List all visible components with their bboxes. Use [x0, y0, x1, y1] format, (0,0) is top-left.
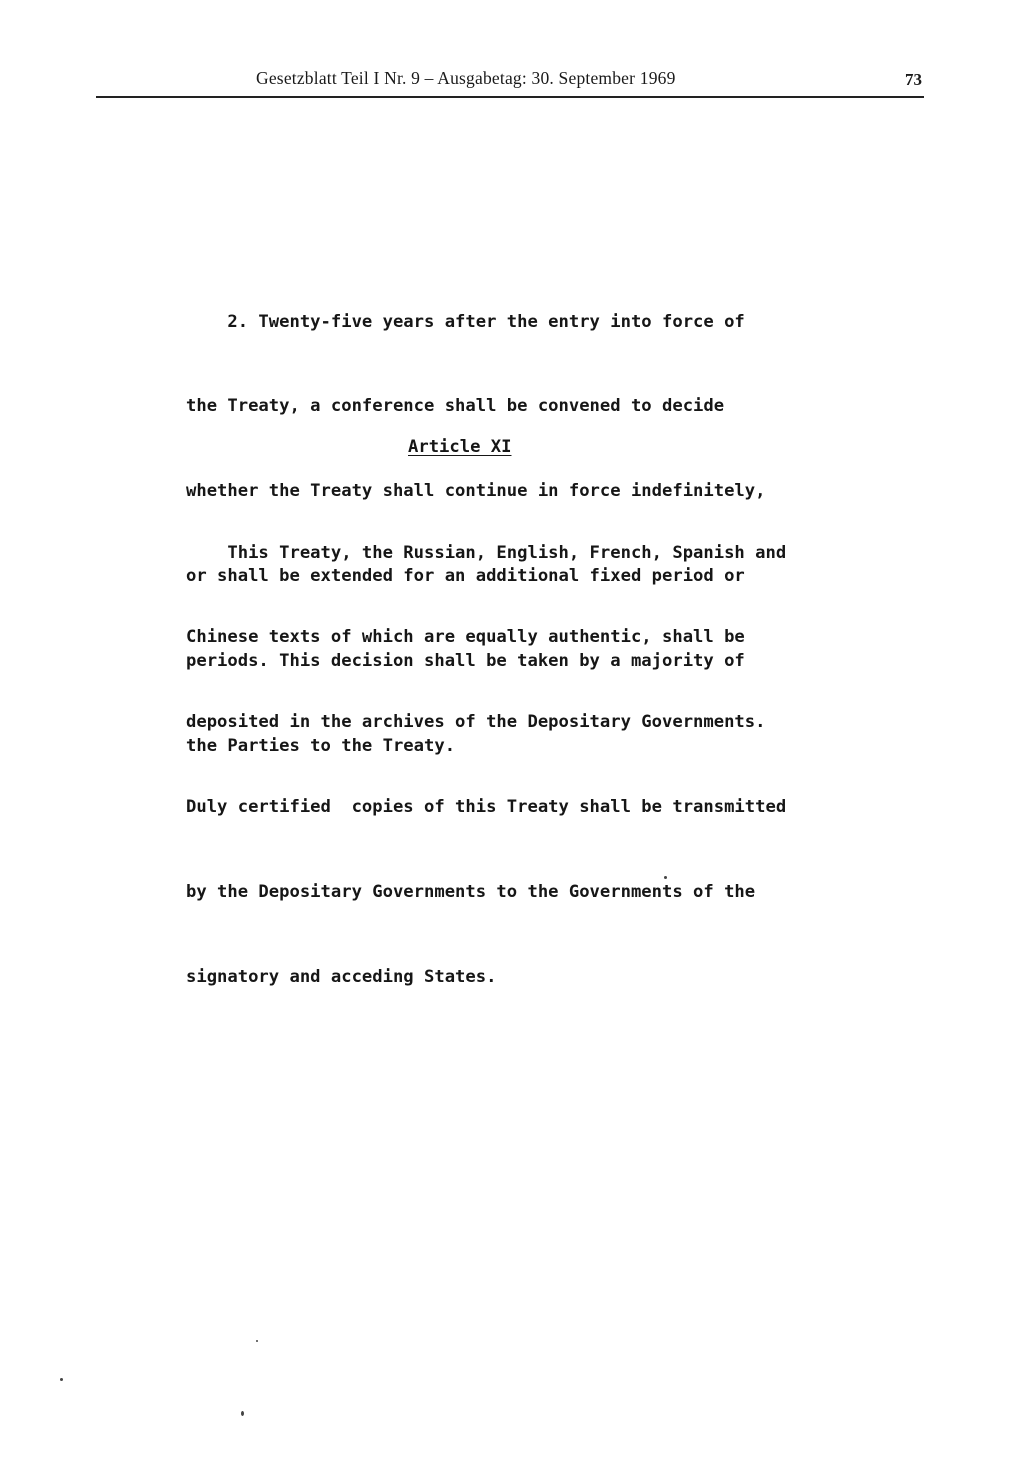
scan-speck	[256, 1340, 258, 1342]
paragraph-line: by the Depositary Governments to the Governments of the	[186, 882, 756, 903]
paragraph-line: 2. Twenty-five years after the entry into force of	[186, 311, 745, 332]
paragraph-line: periods. This decision shall be taken by a majority of	[186, 651, 745, 672]
paragraph-line: Duly certified copies of this Treaty shall be transmitted	[186, 797, 787, 818]
article-xi-paragraph	[186, 482, 786, 1020]
paragraph-line: the Parties to the Treaty.	[186, 736, 456, 757]
scan-speck	[60, 1378, 63, 1381]
paragraph-line: or shall be extended for an additional fixed period or	[186, 566, 745, 587]
scan-speck	[664, 876, 667, 879]
article-heading: Article XI	[408, 437, 512, 457]
header-title: Gesetzblatt Teil I Nr. 9 – Ausgabetag: 30. September 1969	[256, 68, 676, 88]
page-number: 73	[905, 70, 922, 89]
scan-speck	[241, 1411, 244, 1416]
running-header	[96, 68, 924, 96]
paragraph-line: whether the Treaty shall continue in force indefinitely,	[186, 481, 766, 502]
paragraph-line: signatory and acceding States.	[186, 967, 497, 988]
header-rule	[96, 96, 924, 98]
paragraph-line: the Treaty, a conference shall be convened to decide	[186, 396, 725, 417]
paragraph-line: This Treaty, the Russian, English, French, Spanish and	[186, 542, 787, 563]
paragraph-line: deposited in the archives of the Depositary Governments.	[186, 712, 766, 733]
paragraph-line: Chinese texts of which are equally authentic, shall be	[186, 627, 745, 648]
